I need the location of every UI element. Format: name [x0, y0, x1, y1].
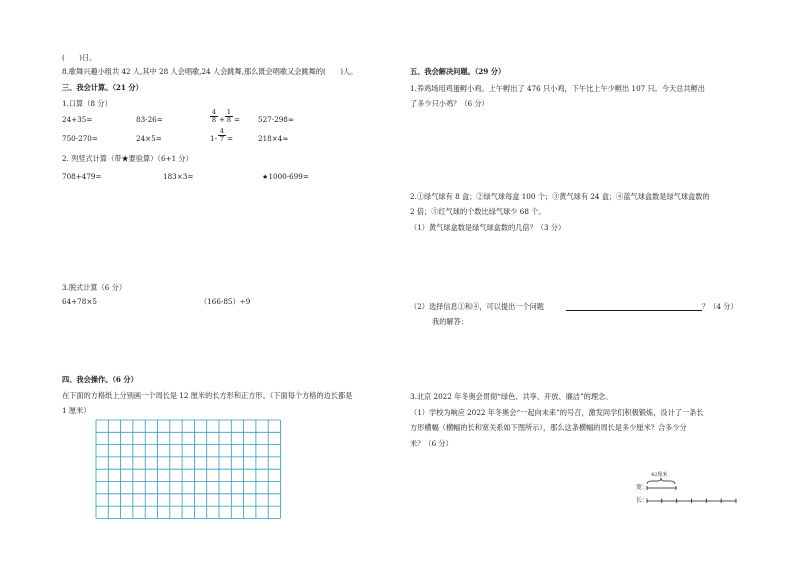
fraction: $\frac{1}{8}$ [226, 108, 232, 124]
length-segment [646, 498, 738, 503]
vertical-item: 183×3= [163, 172, 194, 181]
problem-2-part-2: （2）选择信息①和④，可以提出一个问题 [410, 302, 544, 311]
vertical-item: ★1000-699= [262, 172, 309, 181]
section-4-title: 四、我会操作。（6 分） [62, 375, 138, 384]
my-answer-label: 我的解答： [432, 317, 468, 326]
problem-3: 方形横幅（横幅的长和宽关系如下图所示），那么这条横幅的周长是多少厘米？合多少分 [410, 423, 687, 432]
equals-sign: = [227, 134, 234, 143]
problem-3: 3.北京 2022 年冬奥会贯彻“绿色、共享、开放、廉洁”的理念。 [410, 392, 613, 401]
fill-line-day: ( )日。 [62, 53, 97, 62]
oral-item: 24×5= [136, 134, 162, 143]
vertical-item: 708+479= [62, 172, 102, 181]
problem-3: 米？（6 分） [410, 439, 453, 448]
oral-item: 24+35= [62, 115, 93, 124]
question-blank-line [566, 310, 702, 311]
oral-item: 83-26= [136, 115, 163, 124]
oral-calc-title: 1.口算（8 分） [62, 99, 112, 108]
problem-3: （1）学校为响应 2022 年冬奥会“一起向未来”的号召，激发同学们积极锻炼，设计了一条长 [410, 408, 704, 417]
width-segment [646, 486, 678, 490]
width-label: 宽： [636, 484, 649, 491]
brace-label: 42厘米 [651, 472, 668, 478]
stepwise-item: 64+78×5 [62, 297, 97, 306]
section-5-title: 五、我会解决问题。（29 分） [410, 67, 506, 76]
problem-1: 1.养鸡场用鸡蛋孵小鸡。上午孵出了 476 只小鸡，下午比上午少孵出 107 只。今天总共孵出 [410, 84, 706, 93]
oral-item: 1- [210, 134, 218, 143]
stepwise-item: （166-85）÷9 [200, 297, 251, 306]
operation-instruction: 1 厘米） [62, 406, 91, 415]
fraction: $\frac{4}{7}$ [219, 127, 225, 143]
fraction: $\frac{4}{8}$ [211, 108, 217, 124]
problem-1: 了多少只小鸡？（6 分） [410, 99, 489, 108]
question-8: 8.歌舞兴趣小组共 42 人,其中 28 人会唱歌,24 人会跳舞,那么既会唱歌又会跳舞的( )人。 [62, 67, 358, 76]
operation-instruction: 在下面的方格纸上分别画一个周长是 12 厘米的长方形和正方形。（下面每个方格的边长都是 [62, 391, 353, 400]
problem-2-part-2-tail: ？（4 分） [702, 302, 738, 311]
vertical-calc-title: 2. 列竖式计算（带★要验算）（6+1 分） [62, 154, 193, 163]
problem-2: 2.①绿气球有 8 盒；②绿气球每盒 100 个；③黄气球有 24 盒；④蓝气球盒数是绿气球盒数的 [410, 192, 710, 201]
stepwise-calc-title: 3.脱式计算（6 分） [62, 283, 127, 292]
length-label: 长： [636, 497, 649, 504]
problem-2: 2 倍；⑤红气球的个数比绿气球少 68 个。 [410, 207, 546, 216]
plus-sign: + [219, 115, 226, 124]
brace-icon [646, 477, 676, 485]
oral-item: 527-298≈ [258, 115, 294, 124]
oral-item: 218×4≈ [258, 134, 289, 143]
equals-sign: = [234, 115, 241, 124]
section-3-title: 三、我会计算。（21 分） [62, 83, 143, 92]
square-grid-paper [95, 419, 281, 525]
oral-item: 750-270= [62, 134, 98, 143]
problem-2-part-1: （1）黄气球盒数是绿气球盒数的几倍？（3 分） [410, 223, 566, 232]
